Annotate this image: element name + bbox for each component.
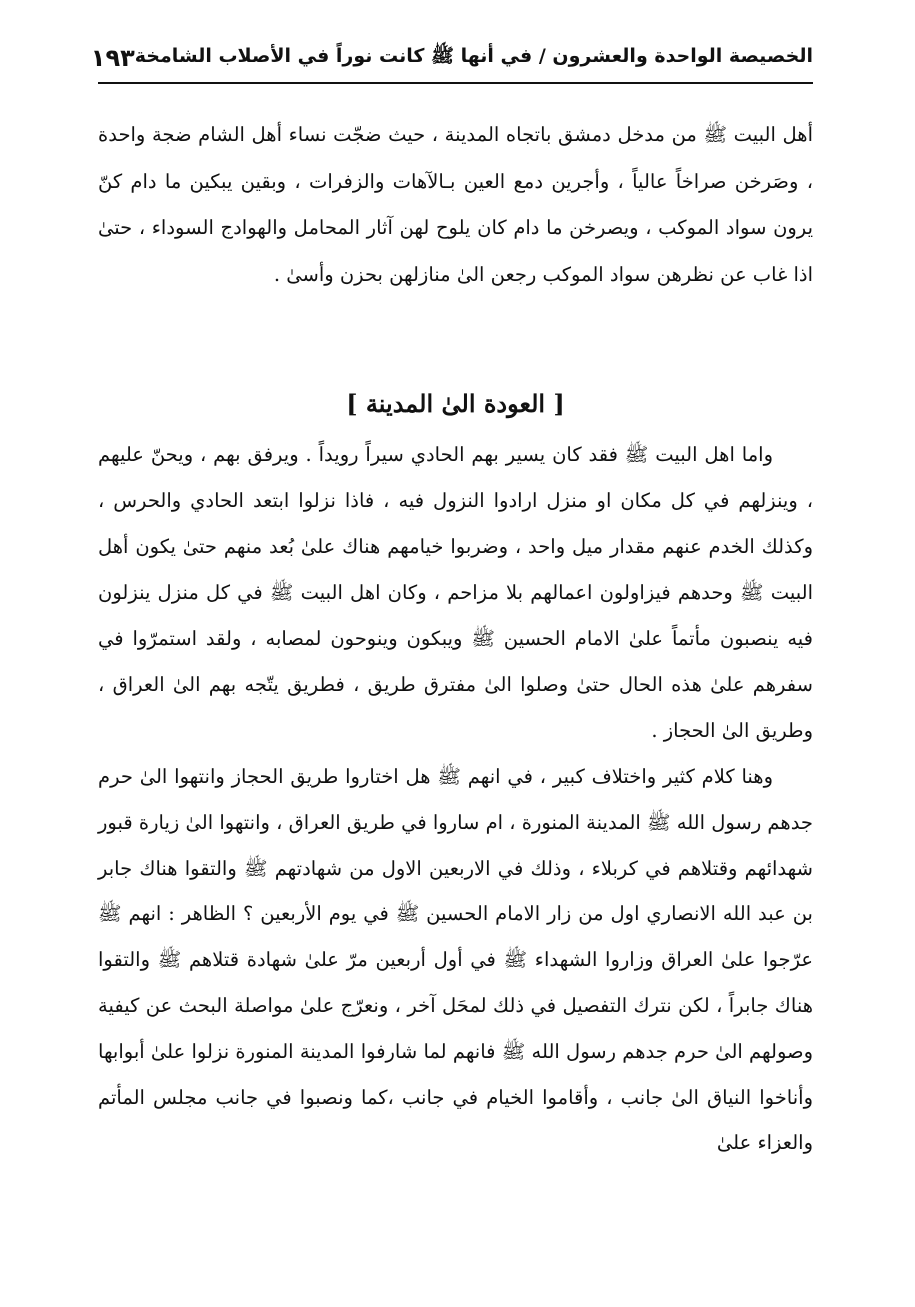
paragraph-1 [98,112,813,298]
paragraph-2 [98,432,813,754]
paragraph-3-text: وهنا كلام كثير واختلاف كبير ، في انهم ﷺ هل اختاروا طريق الحجاز وانتهوا الىٰ حرم جدهم رسول الله ﷺ المدينة المنورة ، ام ساروا في طريق العراق ، وانتهوا الىٰ زيارة قبور شهدائهم وقتلاهم في كربلاء ، وذلك في الاربعين الاول من شهادتهم ﷺ والتقوا هناك جابر بن عبد الله الانصاري اول من زار الامام الحسين ﷺ في يوم الأربعين ؟ الظاهر : انهم ﷺ عرّجوا علىٰ العراق وزاروا الشهداء ﷺ في أول أربعين مرّ علىٰ شهادة قتلاهم ﷺ والتقوا هناك جابراً ، لكن نترك التفصيل في ذلك لمحَل آخر ، ونعرّج علىٰ مواصلة البحث عن كيفية وصولهم الىٰ حرم جدهم رسول الله ﷺ فانهم لما شارفوا المدينة المنورة نزلوا علىٰ أبوابها وأناخوا النياق الىٰ جانب ، وأقاموا الخيام في جانب ،كما ونصبوا في جانب مجلس المأتم والعزاء علىٰ [98,765,813,1155]
paragraph-3 [98,754,813,1166]
page-number: ١٩٣ [90,44,135,72]
paragraph-2-text: واما اهل البيت ﷺ فقد كان يسير بهم الحادي سيراً رويداً . ويرفق بهم ، ويحنّ عليهم ، وينزلهم في كل مكان او منزل ارادوا النزول فيه ، فاذا نزلوا ابتعد الحادي والحرس ، وكذلك الخدم عنهم مقدار ميل واحد ، وضربوا خيامهم هناك علىٰ بُعد منهم حتىٰ يكون أهل البيت ﷺ وحدهم فيزاولون اعمالهم بلا مزاحم ، وكان اهل البيت ﷺ في كل منزل ينزلون فيه ينصبون مأتماً علىٰ الامام الحسين ﷺ ويبكون وينوحون لمصابه ، ولقد استمرّوا في سفرهم علىٰ هذه الحال حتىٰ وصلوا الىٰ مفترق طريق ، فطريق يتّجه بهم الىٰ العراق ، وطريق الىٰ الحجاز . [98,443,813,742]
running-header [90,38,813,78]
header-divider [98,82,813,84]
section-heading: [ العودة الىٰ المدينة ] [346,389,565,418]
chapter-title: الخصيصة الواحدة والعشرون / في أنها ﷺ كانت نوراً في الأصلاب الشامخة [134,45,813,67]
paragraph-1-text: أهل البيت ﷺ من مدخل دمشق باتجاه المدينة ، حيث ضجّت نساء أهل الشام ضجة واحدة ، وصَرخن صراخاً عالياً ، وأجرين دمع العين بـالآهات والزفرات ، وبقين يبكين ما دام كنّ يرون سواد الموكب ، ويصرخن ما دام كان يلوح لهن آثار المحامل والهوادج السوداء ، حتىٰ اذا غاب عن نظرهن سواد الموكب رجعن الىٰ منازلهن بحزن وأسىٰ . [98,123,813,286]
